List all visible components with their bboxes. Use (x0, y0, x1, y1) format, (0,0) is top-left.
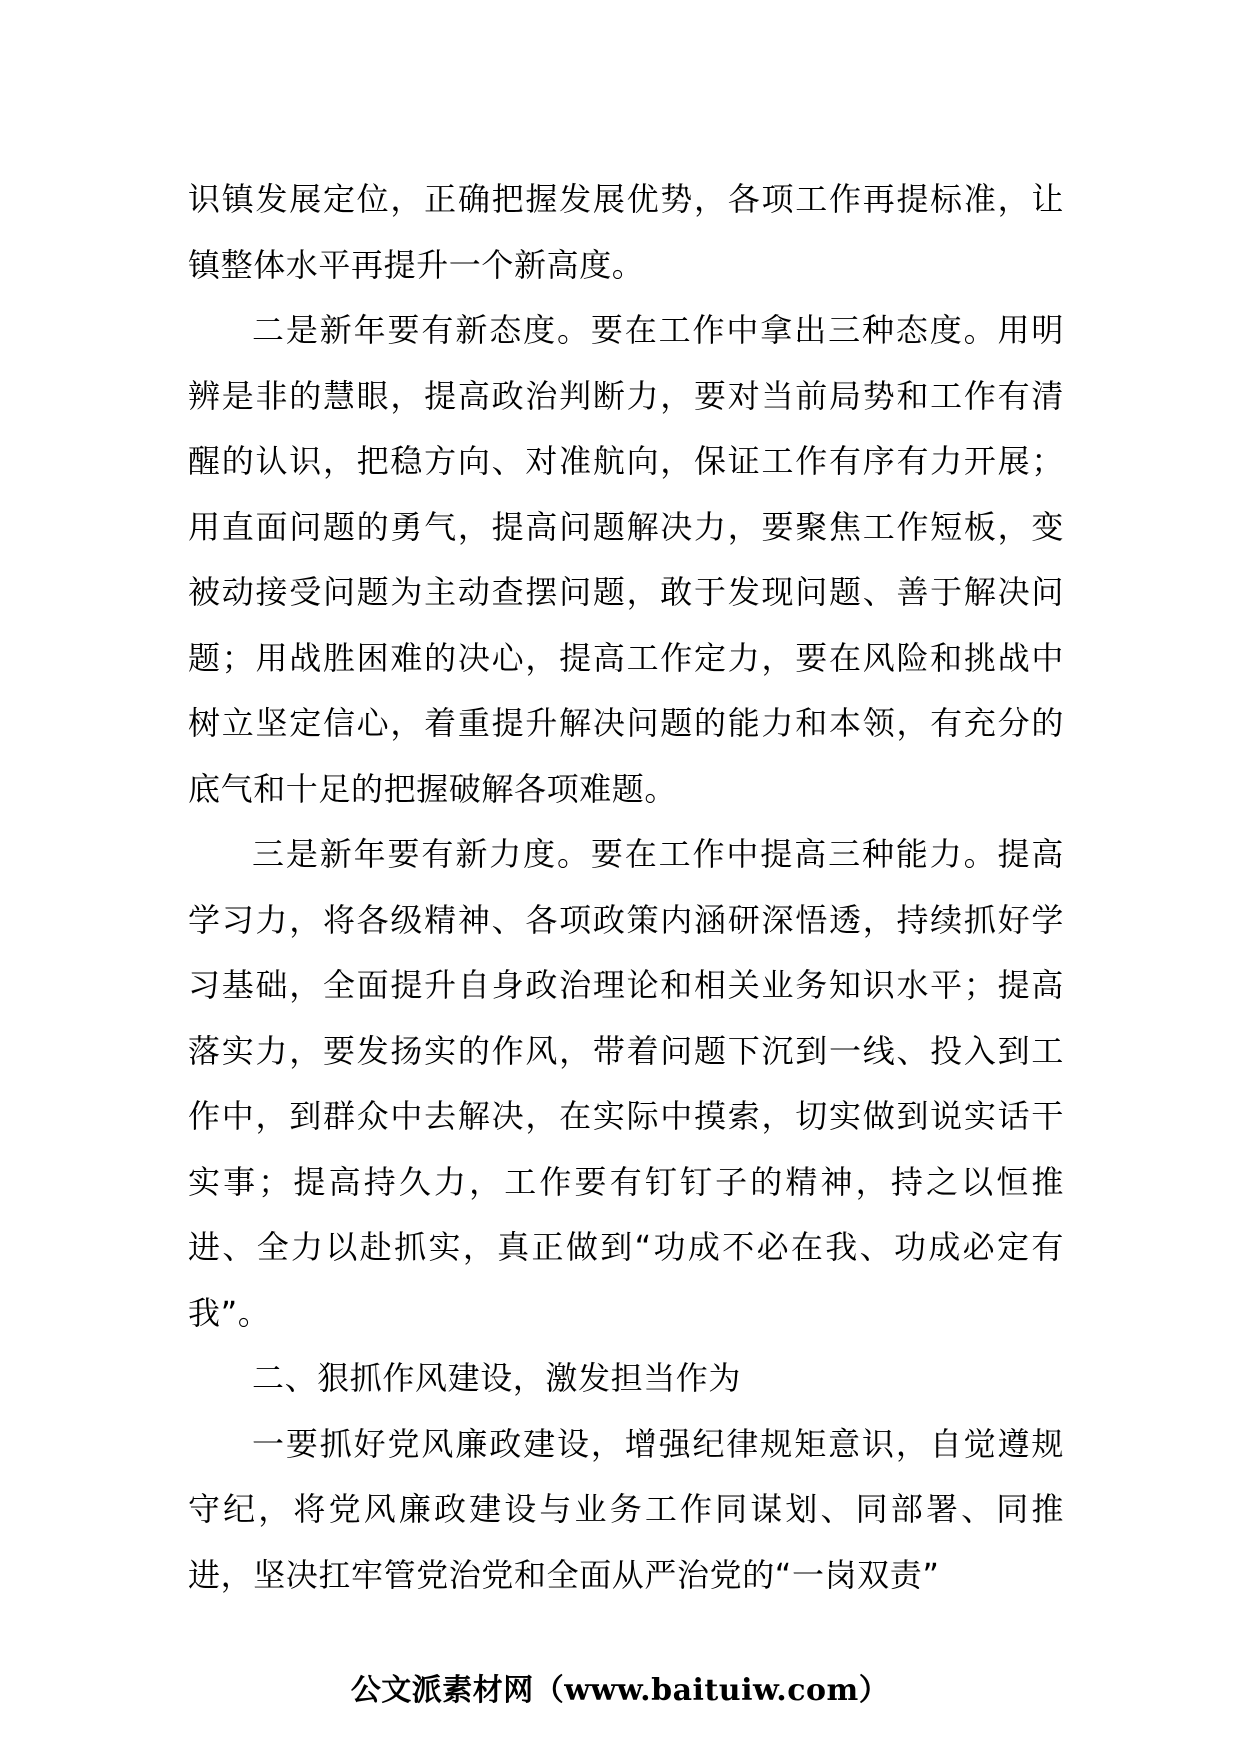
footer-watermark: 公文派素材网（www.baituiw.com） (350, 1673, 890, 1708)
paragraph-new-attitude: 二是新年要有新态度。要在工作中拿出三种态度。用明辨是非的慧眼，提高政治判断力，要对当前局势和工作有清醒的认识，把稳方向、对准航向，保证工作有序有力开展；用直面问题的勇气，提高问题解决力，要聚焦工作短板，变被动接受问题为主动查摆问题，敢于发现问题、善于解决问题；用战胜困难的决心，提高工作定力，要在风险和挑战中树立坚定信心，着重提升解决问题的能力和本领，有充分的底气和十足的把握破解各项难题。 (188, 311, 1064, 808)
document-body (188, 167, 1064, 1608)
paragraph-new-strength: 三是新年要有新力度。要在工作中提高三种能力。提高学习力，将各级精神、各项政策内涵研深悟透，持续抓好学习基础，全面提升自身政治理论和相关业务知识水平；提高落实力，要发扬实的作风，带着问题下沉到一线、投入到工作中，到群众中去解决，在实际中摸索，切实做到说实话干实事；提高持久力，工作要有钉钉子的精神，持之以恒推进、全力以赴抓实，真正做到“功成不必在我、功成必定有我”。 (188, 835, 1064, 1332)
paragraph-party-conduct: 一要抓好党风廉政建设，增强纪律规矩意识，自觉遵规守纪，将党风廉政建设与业务工作同谋划、同部署、同推进，坚决扛牢管党治党和全面从严治党的“一岗双责” (188, 1424, 1064, 1594)
paragraph-continuation: 识镇发展定位，正确把握发展优势，各项工作再提标准，让镇整体水平再提升一个新高度。 (188, 180, 1064, 284)
section-heading: 二、狠抓作风建设，激发担当作为 (252, 1359, 742, 1397)
